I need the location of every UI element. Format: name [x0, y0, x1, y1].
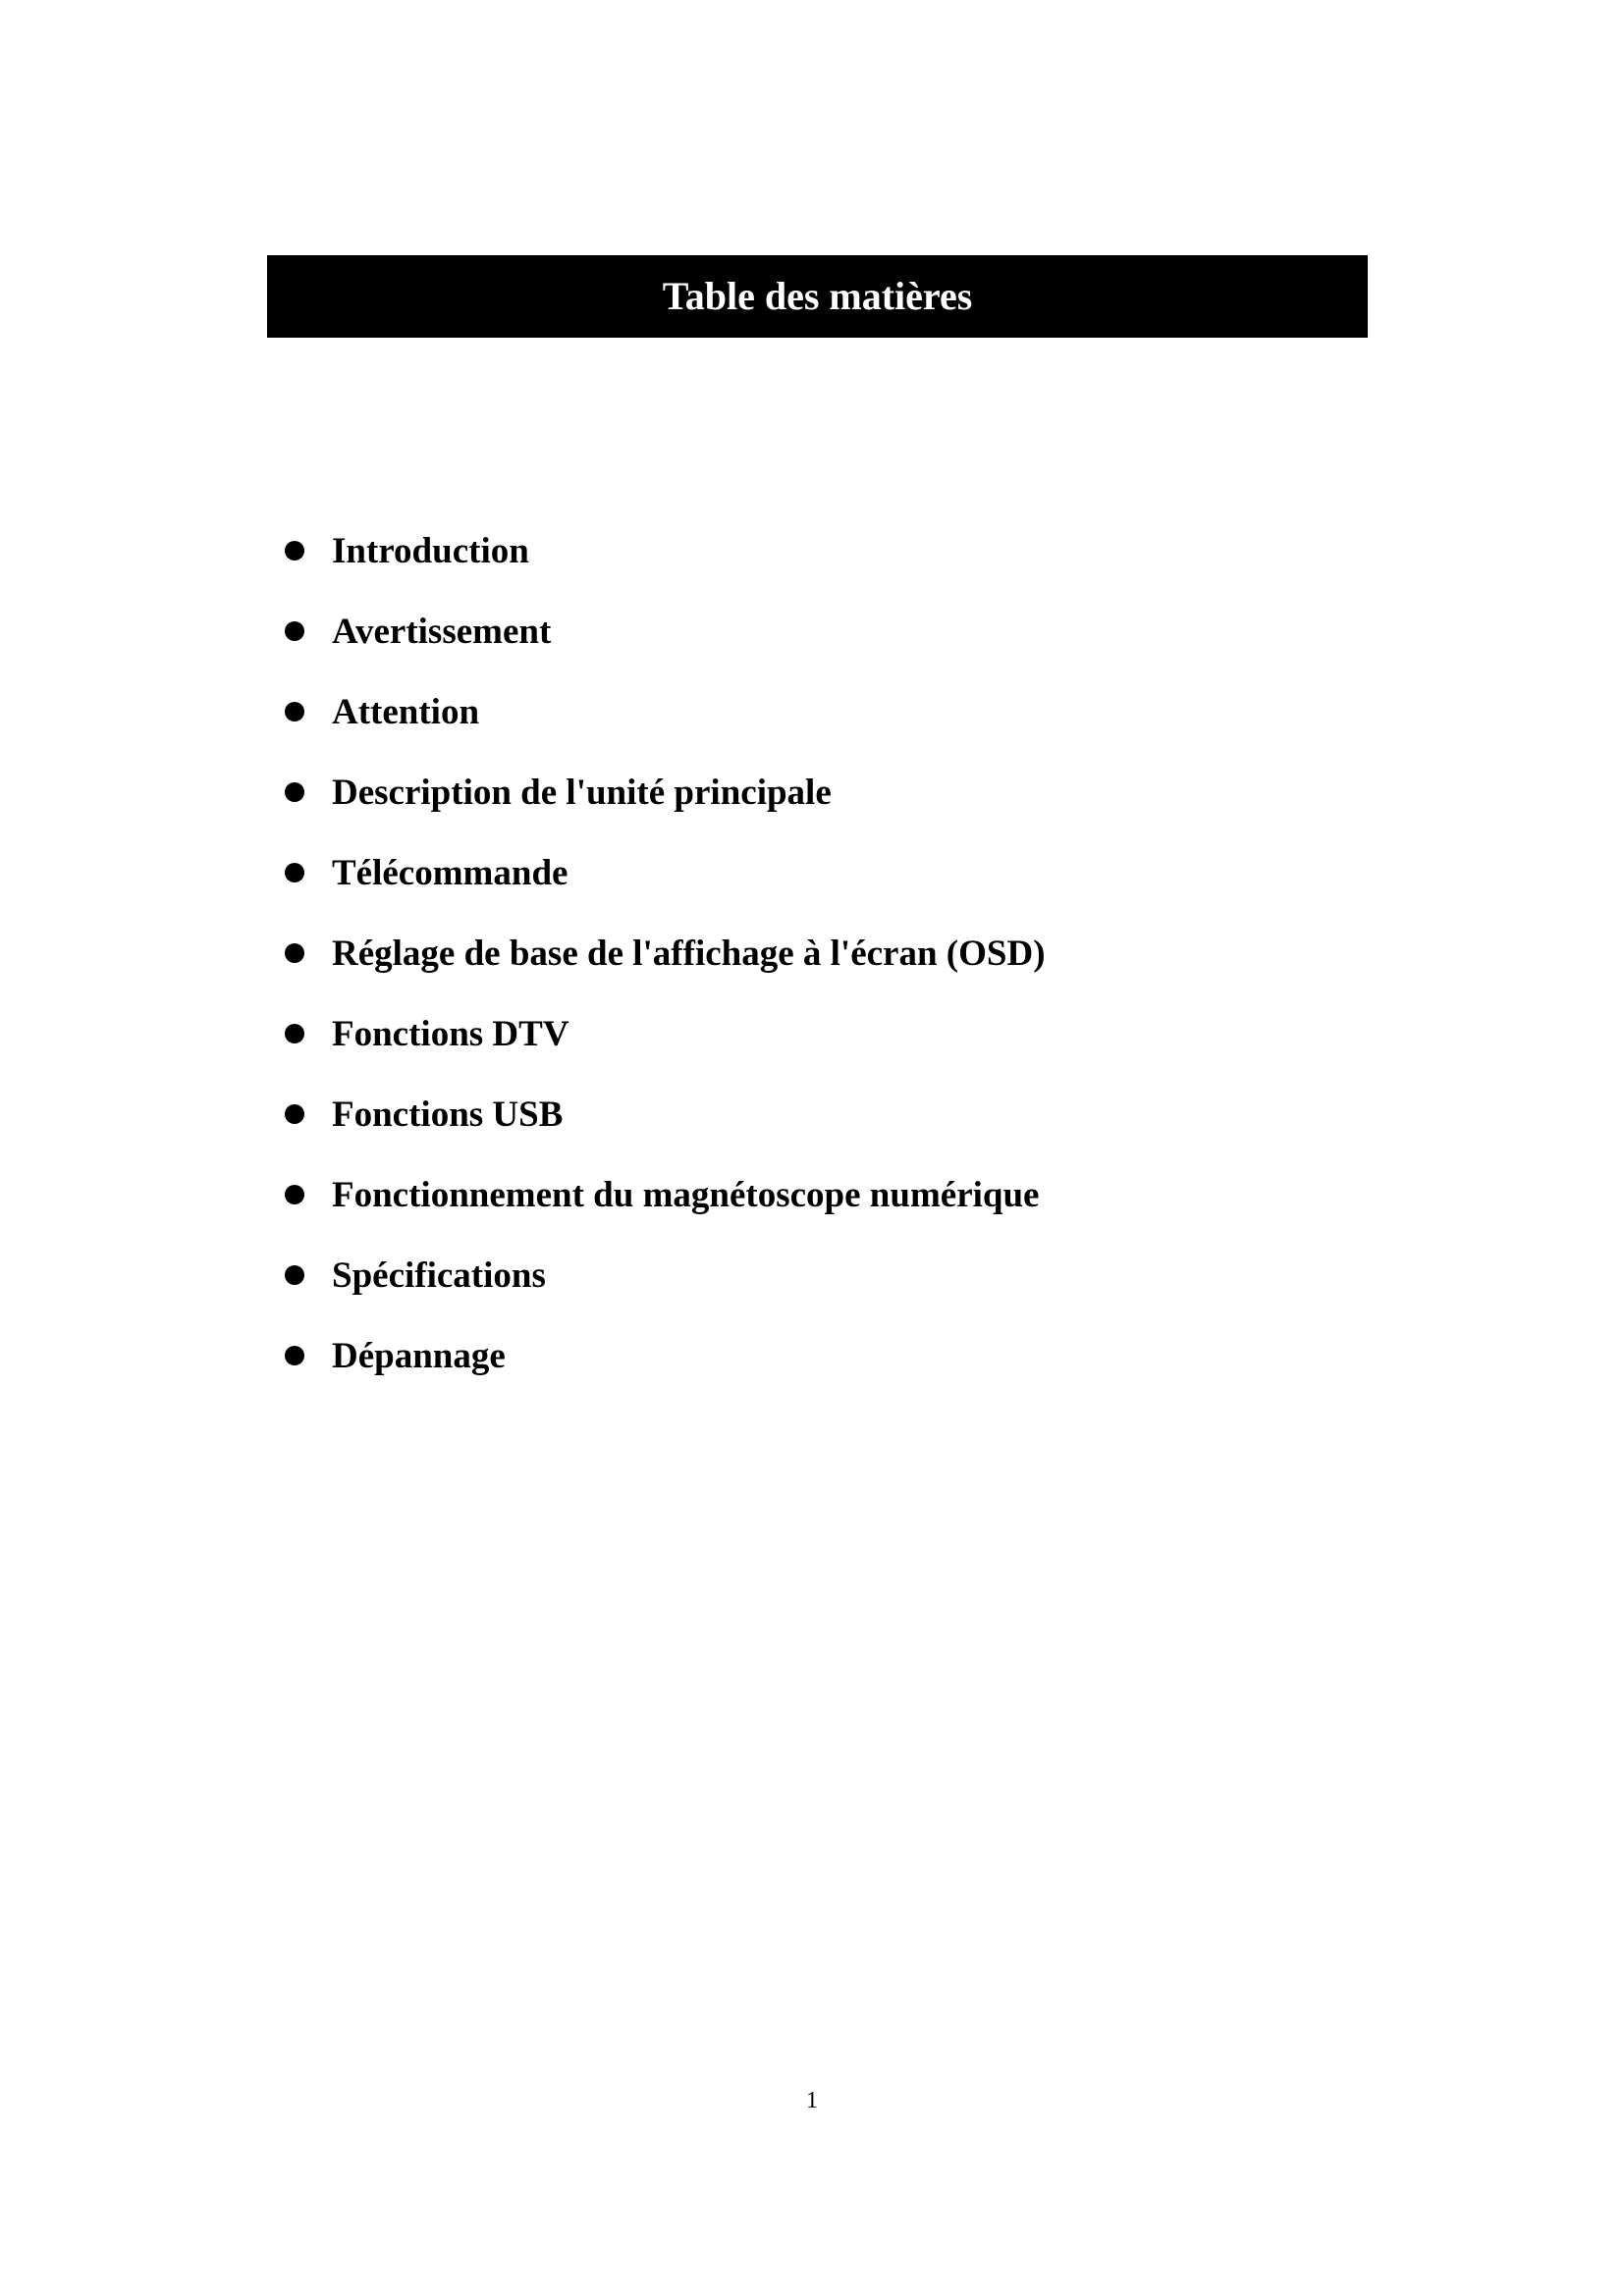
title-banner [267, 255, 1368, 338]
bullet-icon [285, 863, 304, 882]
toc-item-reglage-osd [285, 913, 1046, 993]
toc-item-specifications [285, 1235, 1046, 1315]
bullet-icon [285, 1346, 304, 1365]
toc-item-label: Fonctions DTV [332, 1013, 569, 1054]
table-of-contents [285, 510, 1046, 1396]
toc-item-label: Attention [332, 691, 480, 732]
toc-item-label: Fonctions USB [332, 1094, 564, 1135]
toc-item-label: Description de l'unité principale [332, 772, 832, 813]
toc-item-label: Réglage de base de l'affichage à l'écran (OSD) [332, 933, 1046, 974]
toc-item-label: Fonctionnement du magnétoscope numérique [332, 1174, 1040, 1215]
bullet-icon [285, 621, 304, 641]
bullet-icon [285, 1265, 304, 1285]
page-number: 1 [806, 2088, 818, 2113]
toc-item-fonctions-usb [285, 1074, 1046, 1154]
bullet-icon [285, 1185, 304, 1204]
toc-item-magnetoscope [285, 1154, 1046, 1235]
toc-item-label: Télécommande [332, 852, 568, 893]
bullet-icon [285, 782, 304, 802]
toc-item-introduction [285, 510, 1046, 591]
bullet-icon [285, 702, 304, 721]
toc-item-attention [285, 671, 1046, 752]
toc-item-description [285, 752, 1046, 832]
bullet-icon [285, 541, 304, 561]
toc-item-label: Avertissement [332, 611, 552, 652]
toc-item-depannage [285, 1315, 1046, 1396]
toc-item-avertissement [285, 591, 1046, 671]
toc-item-label: Spécifications [332, 1255, 546, 1296]
toc-item-label: Dépannage [332, 1335, 506, 1376]
toc-item-label: Introduction [332, 530, 529, 571]
toc-item-telecommande [285, 832, 1046, 913]
bullet-icon [285, 1024, 304, 1043]
page-title: Table des matières [662, 274, 973, 318]
bullet-icon [285, 943, 304, 963]
toc-item-fonctions-dtv [285, 993, 1046, 1074]
bullet-icon [285, 1104, 304, 1124]
